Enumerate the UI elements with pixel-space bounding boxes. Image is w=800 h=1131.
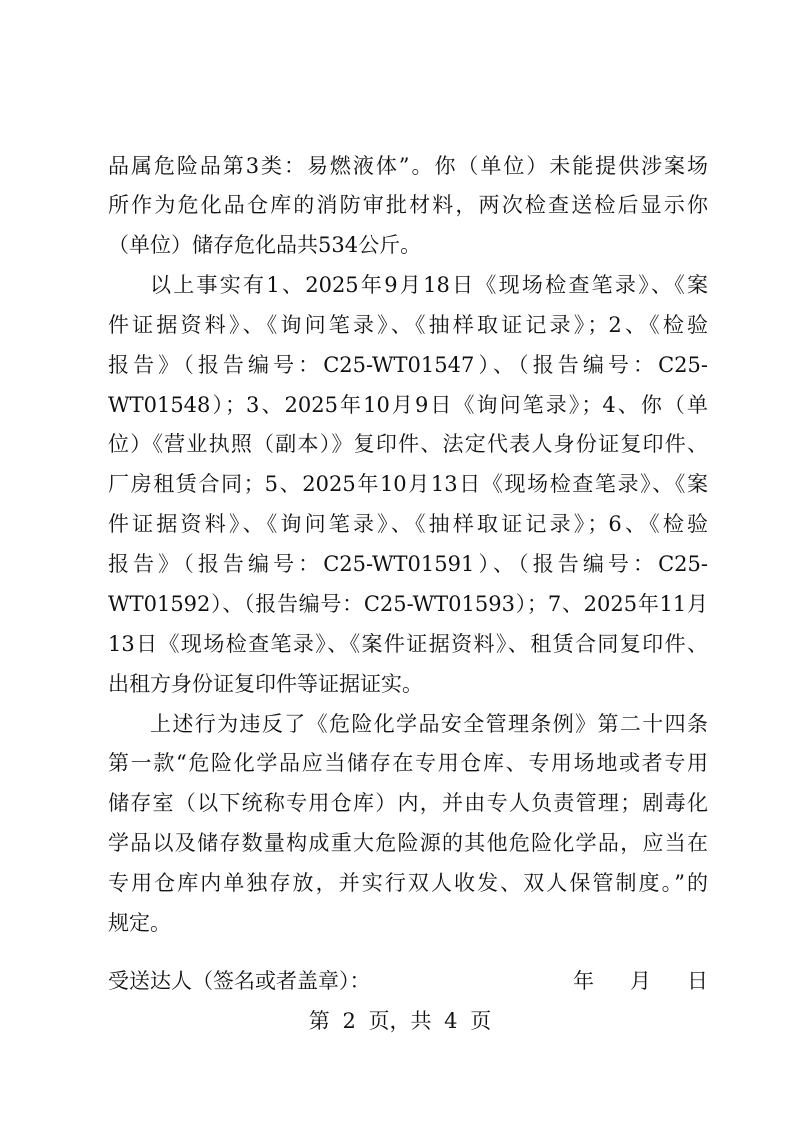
- violation-paragraph-line-6: 规定。: [108, 911, 171, 935]
- signature-date: [573, 962, 708, 1000]
- signature-row: [108, 962, 708, 1000]
- signature-day: 日: [687, 969, 708, 993]
- violation-paragraph-line-2: 第一款“危险化学品应当储存在专用仓库、专用场地或者专用: [108, 751, 708, 775]
- evidence-paragraph-line-5: 位）《营业执照（副本）》复印件、法定代表人身份证复印件、: [108, 432, 708, 456]
- body-line-2: 所作为危化品仓库的消防审批材料，两次检查送检后显示你: [108, 193, 708, 217]
- evidence-paragraph-line-9: WT01592）、（报告编号：C25-WT01593）；7、2025年11月: [108, 592, 708, 616]
- evidence-paragraph-line-10: 13日《现场检查笔录》、《案件证据资料》、租赁合同复印件、: [108, 632, 708, 656]
- violation-paragraph-line-1: 上述行为违反了《危险化学品安全管理条例》第二十四条: [150, 712, 708, 736]
- evidence-paragraph-line-6: 厂房租赁合同；5、2025年10月13日《现场检查笔录》、《案: [108, 472, 708, 496]
- body-line-1: 品属危险品第3类：易燃液体”。你（单位）未能提供涉案场: [108, 154, 708, 178]
- evidence-paragraph-line-8: 报告》（报告编号：C25-WT01591）、（报告编号：C25-: [108, 552, 708, 576]
- evidence-paragraph-line-4: WT01548）；3、2025年10月9日《询问笔录》；4、你（单: [108, 393, 708, 417]
- evidence-paragraph-line-1: 以上事实有1、2025年9月18日《现场检查笔录》、《案: [150, 273, 708, 297]
- evidence-paragraph-line-7: 件证据资料》、《询问笔录》、《抽样取证记录》；6、《检验: [108, 512, 708, 536]
- evidence-paragraph-line-2: 件证据资料》、《询问笔录》、《抽样取证记录》；2、《检验: [108, 313, 708, 337]
- page-number: 第 2 页，共 4 页: [308, 1009, 492, 1033]
- evidence-paragraph-line-3: 报告》（报告编号：C25-WT01547）、（报告编号：C25-: [108, 353, 708, 377]
- signature-year: 年: [573, 969, 594, 993]
- violation-paragraph-line-4: 学品以及储存数量构成重大危险源的其他危险化学品，应当在: [108, 831, 708, 855]
- evidence-paragraph-line-11: 出租方身份证复印件等证据证实。: [108, 672, 423, 696]
- violation-paragraph-line-3: 储存室（以下统称专用仓库）内，并由专人负责管理；剧毒化: [108, 791, 708, 815]
- body-line-3: （单位）储存危化品共534公斤。: [108, 233, 422, 257]
- signature-label: 受送达人（签名或者盖章）：: [108, 969, 371, 993]
- violation-paragraph-line-5: 专用仓库内单独存放，并实行双人收发、双人保管制度。”的: [108, 871, 708, 895]
- signature-month: 月: [630, 969, 651, 993]
